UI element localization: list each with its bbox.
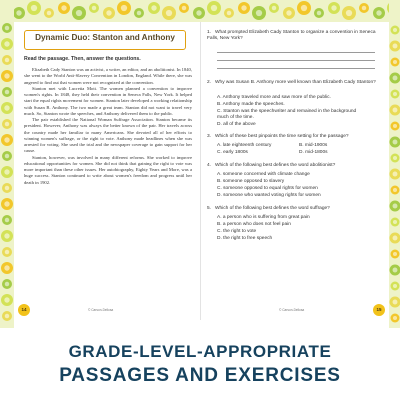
decorative-circle [286,10,291,15]
question-number: 5. [207,206,212,211]
decorative-circle [272,6,277,11]
decorative-circle [393,108,398,113]
decorative-circle [31,5,37,11]
question-text: Why was Susan B. Anthony more well known than Elizabeth Cady Stanton? [215,80,376,85]
question-text: Which of the following best defines the word suffrage? [215,206,330,211]
decorative-circle [5,218,10,223]
decorative-circle [376,10,381,15]
decorative-circle-border-right [389,0,400,328]
decorative-circle [317,11,322,16]
decorative-circle [4,201,9,206]
decorative-circle [5,26,10,31]
decorative-circle [76,10,82,16]
decorative-circle [393,28,397,32]
answer-option[interactable]: D. mid-1800s [299,150,328,155]
question-2 [207,80,383,86]
decorative-circle [393,268,398,273]
decorative-circle [393,124,397,128]
copyright-text: © Carson-Dellosa [279,308,305,312]
passage-paragraph: The pair established the National Woman Suffrage Association. Stanton became its president. However, Anthony was always the better known of the pair. Her travels across the country made her familiar to many Americans. She devoted all of her efforts to winning women's suffrage, or the right to vote. Anthony made headlines when she was arrested for voting. She used the trial and the newspaper coverage to gain support for her cause. [24,117,192,154]
instruction-text: Read the passage. Then, answer the questions. [24,56,141,62]
decorative-circle [5,58,10,63]
decorative-circle [393,188,397,192]
decorative-circle [5,186,10,191]
answer-line[interactable] [217,52,375,53]
answer-option[interactable]: C. someone opposed to equal rights for women [217,186,318,191]
passage-paragraph: Elizabeth Cady Stanton was an activist, a writer, an editor, and an abolitionist. In 1840, she went to the World Anti-Slavery Convention in London, England. While there, she was angered to find out that women were not recognized at the convention. [24,67,192,85]
banner-headline-line-2: PASSAGES AND EXERCISES [59,365,341,386]
decorative-circle [4,73,9,78]
answer-option[interactable]: B. a person who does not feel pain [217,222,291,227]
page-gutter [200,22,201,320]
answer-option[interactable]: A. Anthony traveled more and saw more of the public. [217,95,331,100]
question-3 [207,134,383,140]
question-number: 1. [207,30,212,35]
decorative-circle [4,105,9,110]
answer-option[interactable]: A. late eighteenth century [217,143,272,148]
decorative-circle [227,11,232,16]
answer-option[interactable]: C. Stanton was the speechwriter and remained in the background much of the time. [217,109,357,120]
decorative-circle-border-top [0,0,400,22]
decorative-circle [4,41,9,46]
passage-title: Dynamic Duo: Stanton and Anthony [35,33,175,42]
decorative-circle [346,10,352,16]
decorative-circle [5,90,10,95]
decorative-circle [393,220,397,224]
decorative-circle [196,10,201,15]
passage-text [24,67,192,186]
decorative-circle [4,137,9,142]
question-number: 3. [207,134,212,139]
decorative-circle [393,156,397,160]
answer-option[interactable]: C. the right to vote [217,229,257,234]
page-number: 14 [18,304,30,316]
decorative-circle [5,154,10,159]
decorative-circle [331,5,336,10]
answer-option[interactable]: A. a person who is suffering from great pain [217,215,310,220]
answer-option[interactable]: D. all of the above [217,122,256,127]
answer-option[interactable]: C. early 1800s [217,150,248,155]
decorative-circle [393,44,398,49]
decorative-circle [166,10,172,16]
question-text: Which of the following best defines the word abolitionist? [215,163,336,168]
decorative-circle [241,5,246,10]
decorative-circle [5,250,10,255]
decorative-circle [4,169,9,174]
answer-option[interactable]: B. someone opposed to slavery [217,179,285,184]
decorative-circle [61,5,66,10]
decorative-circle [393,284,397,288]
decorative-circle [393,92,397,96]
right-page [203,22,389,318]
decorative-circle [393,316,397,320]
passage-paragraph: Stanton met with Lucretia Mott. The women planned a convention to improve women's rights. In 1848, they held their convention in Seneca Falls, New York. It helped start the equal rights movement for women. Stanton later developed a working relationship with Susan B. Anthony. The two made a great team. Stanton did not want to travel very much. So, Stanton wrote the speeches, and Anthony delivered them to the public. [24,85,192,116]
banner-headline-line-1: GRADE-LEVEL-APPROPRIATE [68,342,332,361]
decorative-circle [393,300,398,305]
question-5 [207,206,383,212]
decorative-circle [393,252,397,256]
decorative-circle [393,204,398,209]
answer-option[interactable]: B. Anthony made the speeches. [217,102,285,107]
decorative-circle [393,140,398,145]
left-page [14,22,200,318]
decorative-circle [121,5,127,11]
question-4 [207,163,383,169]
passage-title-box [24,30,186,50]
decorative-circle [92,6,97,11]
decorative-circle [4,265,9,270]
question-1 [207,30,383,42]
question-text: Which of these best pinpoints the time setting for the passage? [215,134,349,139]
decorative-circle [106,10,111,15]
decorative-circle [5,314,10,319]
passage-paragraph: Stanton, however, was involved in many different reforms. She worked to improve educational opportunities for women. She did not think that gaining the right to vote was more important than these other issues. Her autobiography, Eighty Years and More, was a huge success. Stanton continued to write about women's freedom and progress until her death in 1902. [24,154,192,185]
decorative-circle [393,236,398,241]
decorative-circle-border-left [0,0,14,328]
answer-option[interactable]: A. someone concerned with climate change [217,172,310,177]
question-number: 2. [207,80,212,85]
answer-option[interactable]: D. someone who wanted voting rights for women [217,193,321,198]
decorative-circle [151,5,156,10]
decorative-circle [256,10,262,16]
decorative-circle [362,6,367,11]
question-number: 4. [207,163,212,168]
decorative-circle [301,5,307,11]
decorative-circle [5,282,10,287]
decorative-circle [211,5,217,11]
page-number: 15 [373,304,385,316]
question-text: What prompted Elizabeth Cady Stanton to organize a convention in Seneca Falls, New York? [207,30,376,42]
decorative-circle [182,6,187,11]
decorative-circle [393,172,398,177]
answer-line[interactable] [217,60,375,61]
decorative-circle [137,11,142,16]
decorative-circle [16,10,21,15]
decorative-circle [5,122,10,127]
decorative-circle [47,11,52,16]
decorative-circle [393,76,398,81]
answer-option[interactable]: B. mid-1900s [299,143,328,148]
decorative-circle [4,297,9,302]
answer-option[interactable]: D. the right to free speech [217,236,273,241]
decorative-circle [4,233,9,238]
decorative-circle [393,60,397,64]
copyright-text: © Carson-Dellosa [88,308,114,312]
answer-line[interactable] [217,68,375,69]
